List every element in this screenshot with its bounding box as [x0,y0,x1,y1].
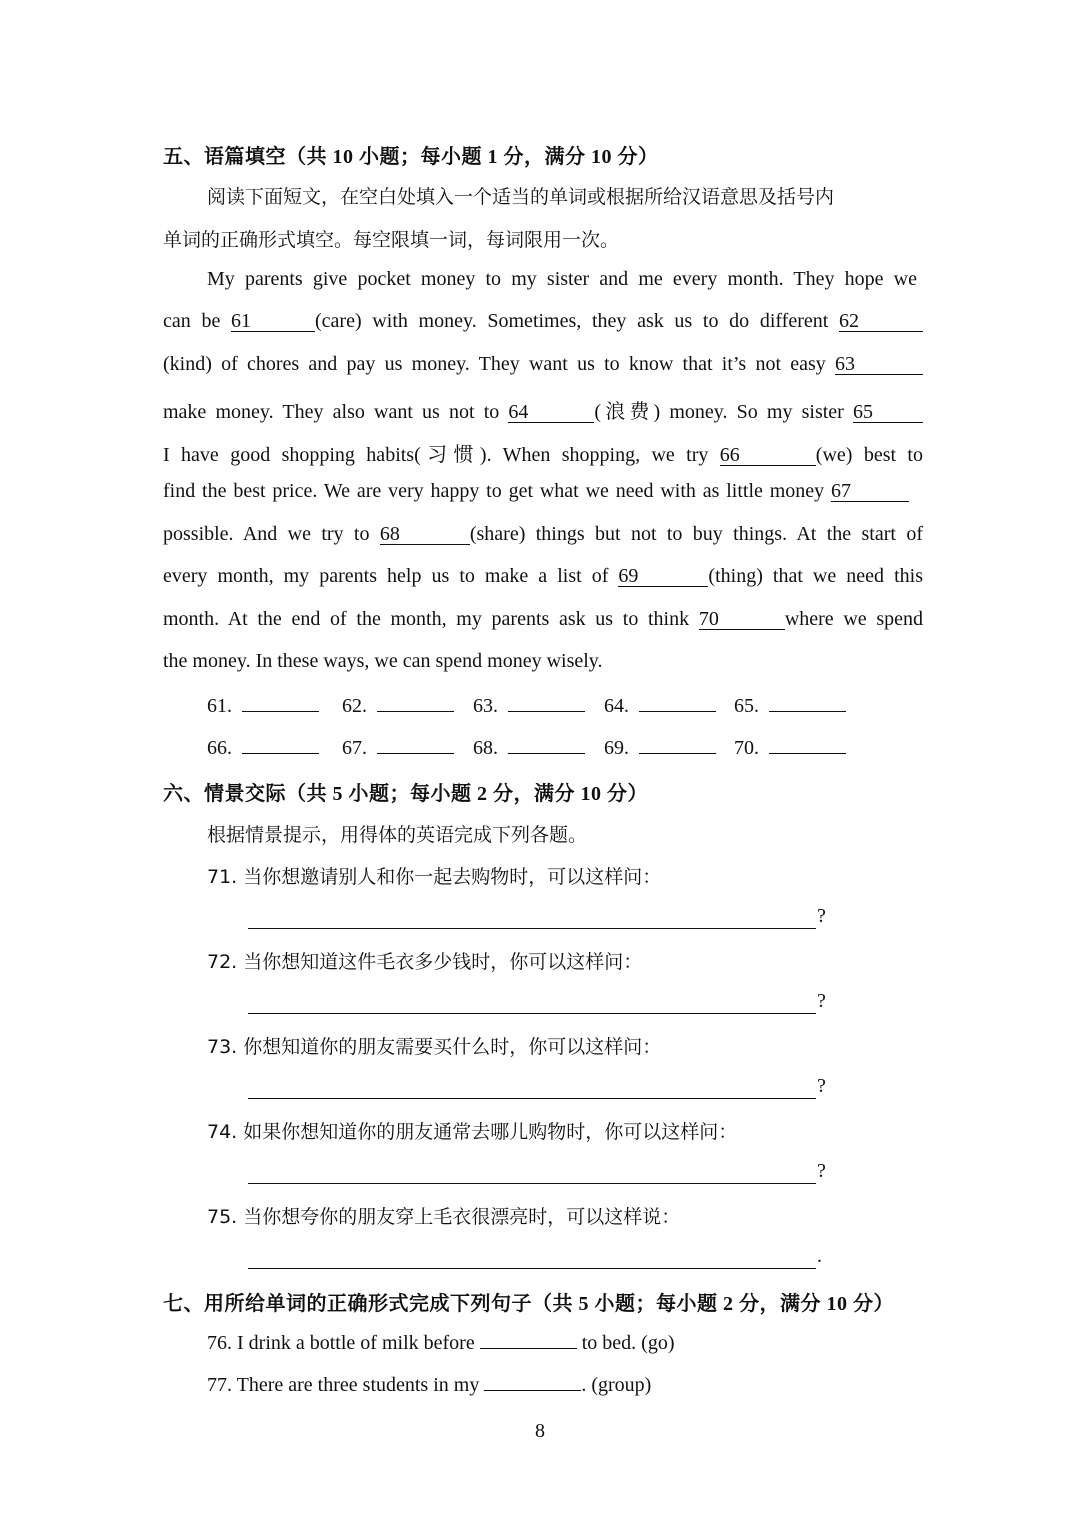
answer-61[interactable]: 61. [207,693,319,718]
blank-66[interactable]: 66 [720,445,816,466]
passage-text: can be [163,310,221,332]
blank-70[interactable]: 70 [699,609,785,630]
passage-line-4 [163,395,923,424]
section-5-instruction-2: 单词的正确形式填空。每空限填一词，每词限用一次。 [163,229,620,251]
passage-line-10: the money. In these ways, we can spend money wisely. [163,650,603,672]
passage-line-9 [163,608,923,631]
passage-line-1: My parents give pocket money to my sister and me every month. They hope we [207,268,917,290]
passage-text: (share) things but not to buy things. At the start of [469,523,923,545]
blank-63[interactable]: 63 [835,354,923,375]
question-75: 75. 当你想夸你的朋友穿上毛衣很漂亮时，可以这样说： [207,1206,681,1228]
section-7-title: 七、用所给单词的正确形式完成下列句子（共 5 小题；每小题 2 分，满分 10 分） [163,1293,894,1315]
question-76 [207,1330,967,1355]
section-5-title: 五、语篇填空（共 10 小题；每小题 1 分，满分 10 分） [163,146,659,168]
page-number: 8 [535,1420,545,1442]
passage-text: where we spend [784,608,924,630]
answer-67[interactable]: 67. [342,735,454,760]
section-6-title: 六、情景交际（共 5 小题；每小题 2 分，满分 10 分） [163,783,648,805]
passage-text: find the best price. We are very happy to get what we need with as little money [163,480,825,502]
question-mark: ? [817,905,826,927]
question-mark: ? [817,990,826,1012]
question-mark: ? [817,1160,826,1182]
passage-text: (we) best to [815,444,923,466]
blank-61[interactable]: 61 [231,311,315,332]
answer-line-74[interactable] [248,1183,816,1184]
section-5-instruction-1: 阅读下面短文，在空白处填入一个适当的单词或根据所给汉语意思及括号内 [207,186,835,208]
passage-text: I have good shopping habits(习惯). When shopping, we try [163,444,709,466]
blank-67[interactable]: 67 [831,481,909,502]
passage-line-6 [163,480,909,503]
blank-69[interactable]: 69 [618,566,708,587]
answer-64[interactable]: 64. [604,693,716,718]
period-mark: . [817,1245,822,1267]
answer-blank-76[interactable] [480,1330,577,1349]
answer-line-75[interactable] [248,1268,816,1269]
question-72: 72. 当你想知道这件毛衣多少钱时，你可以这样问： [207,951,643,973]
blank-64[interactable]: 64 [508,402,594,423]
passage-text: month. At the end of the month, my parents ask us to think [163,608,690,630]
answer-68[interactable]: 68. [473,735,585,760]
passage-text: (thing) that we need this [708,565,923,587]
question-71: 71. 当你想邀请别人和你一起去购物时，可以这样问： [207,866,662,888]
answer-62[interactable]: 62. [342,693,454,718]
passage-text: every month, my parents help us to make a list of [163,565,609,587]
question-text: . (group) [581,1374,652,1396]
question-77 [207,1372,967,1397]
section-6-instruction: 根据情景提示，用得体的英语完成下列各题。 [207,824,588,846]
question-mark: ? [817,1075,826,1097]
answer-69[interactable]: 69. [604,735,716,760]
passage-line-3 [163,353,923,376]
question-text: 76. I drink a bottle of milk before [207,1332,475,1354]
passage-line-8 [163,565,923,588]
passage-line-5 [163,438,923,467]
answer-line-72[interactable] [248,1013,816,1014]
question-text: 77. There are three students in my [207,1374,480,1396]
passage-text: (浪费) money. So my sister [594,401,844,423]
passage-text: possible. And we try to [163,523,370,545]
question-74: 74. 如果你想知道你的朋友通常去哪儿购物时，你可以这样问： [207,1121,738,1143]
answer-70[interactable]: 70. [734,735,846,760]
passage-text: make money. They also want us not to [163,401,500,423]
blank-65[interactable]: 65 [853,402,923,423]
passage-text: (care) with money. Sometimes, they ask us to do different [315,310,829,332]
passage-line-2 [163,310,923,333]
answer-blank-77[interactable] [484,1372,581,1391]
blank-62[interactable]: 62 [839,311,923,332]
blank-68[interactable]: 68 [380,524,470,545]
answer-63[interactable]: 63. [473,693,585,718]
answer-66[interactable]: 66. [207,735,319,760]
answer-line-73[interactable] [248,1098,816,1099]
passage-line-7 [163,523,923,546]
passage-text: (kind) of chores and pay us money. They want us to know that it’s not easy [163,353,826,375]
question-text: to bed. (go) [581,1332,675,1354]
answer-line-71[interactable] [248,928,816,929]
question-73: 73. 你想知道你的朋友需要买什么时，你可以这样问： [207,1036,662,1058]
answer-65[interactable]: 65. [734,693,846,718]
